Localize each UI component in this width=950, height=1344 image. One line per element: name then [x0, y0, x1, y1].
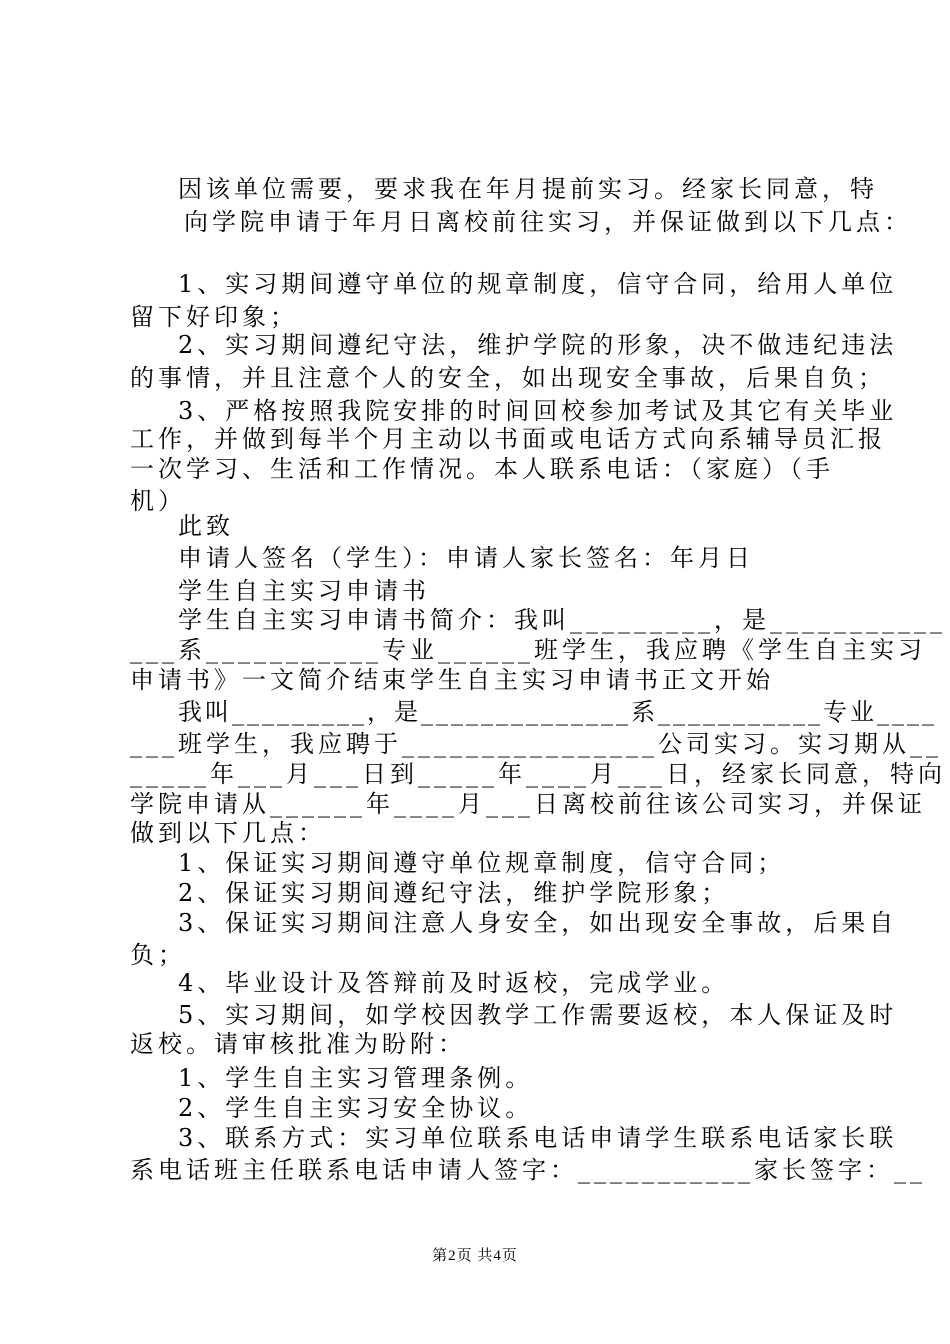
list-item-continuation: 负；	[130, 941, 186, 969]
list-item: 1、保证实习期间遵守单位规章制度，信守合同；	[178, 849, 786, 877]
body-text-line: 留下好印象；	[130, 303, 298, 331]
body-text-line: ___系___________专业______班学生，我应聘《学生自主实习	[130, 636, 926, 664]
body-text-line: 的事情，并且注意个人的安全，如出现安全事故，后果自负；	[130, 364, 886, 392]
body-text-line: 工作，并做到每半个月主动以书面或电话方式向系辅导员汇报	[130, 425, 886, 453]
list-item: 3、保证实习期间注意人身安全，如出现安全事故，后果自	[178, 909, 898, 937]
list-item: 3、联系方式：实习单位联系电话申请学生联系电话家长联	[178, 1124, 898, 1152]
page-number-footer: 第2页 共4页	[432, 1248, 518, 1264]
list-item: 2、学生自主实习安全协议。	[178, 1094, 534, 1122]
body-text-line: 我叫_________，是______________系___________专业____	[178, 698, 937, 726]
list-item-continuation: 返校。请审核批准为盼附：	[130, 1030, 466, 1058]
body-text-line: 申请书》一文简介结束学生自主实习申请书正文开始	[130, 666, 774, 694]
body-text-line: 1、实习期间遵守单位的规章制度，信守合同，给用人单位	[178, 270, 898, 298]
body-text-line: 一次学习、生活和工作情况。本人联系电话：（家庭）（手	[130, 455, 834, 483]
body-text-line: 3、严格按照我院安排的时间回校参加考试及其它有关毕业	[178, 397, 898, 425]
list-item: 2、保证实习期间遵纪守法，维护学院形象；	[178, 879, 730, 907]
list-item: 5、实习期间，如学校因教学工作需要返校，本人保证及时	[178, 1001, 898, 1029]
closing-phrase: 此致	[178, 512, 234, 540]
body-text-line: 机）	[130, 487, 186, 515]
body-text-line: 学生自主实习申请书简介：我叫_________，是___________	[178, 606, 946, 634]
signature-line: 申请人签名（学生）：申请人家长签名：年月日	[178, 544, 754, 572]
list-item: 4、毕业设计及答辩前及时返校，完成学业。	[178, 969, 730, 997]
body-text-line: 2、实习期间遵纪守法，维护学院的形象，决不做违纪违法	[178, 331, 898, 359]
body-text-line: 向学院申请于年月日离校前往实习，并保证做到以下几点：	[184, 208, 912, 236]
list-item: 1、学生自主实习管理条例。	[178, 1064, 534, 1092]
body-text-line: 做到以下几点：	[130, 819, 326, 847]
body-text-line: 学院申请从______年____月___日离校前往该公司实习，并保证	[130, 790, 926, 818]
list-item-continuation: 系电话班主任联系电话申请人签字：___________家长签字：__	[130, 1156, 926, 1184]
body-text-line: 因该单位需要，要求我在年月提前实习。经家长同意，特	[178, 175, 878, 203]
section-title: 学生自主实习申请书	[178, 577, 430, 605]
body-text-line: ___班学生，我应聘于________________公司实习。实习期从__	[130, 730, 942, 758]
body-text-line: _____年___月___日到_____年____月___日，经家长同意，特向	[130, 760, 946, 788]
